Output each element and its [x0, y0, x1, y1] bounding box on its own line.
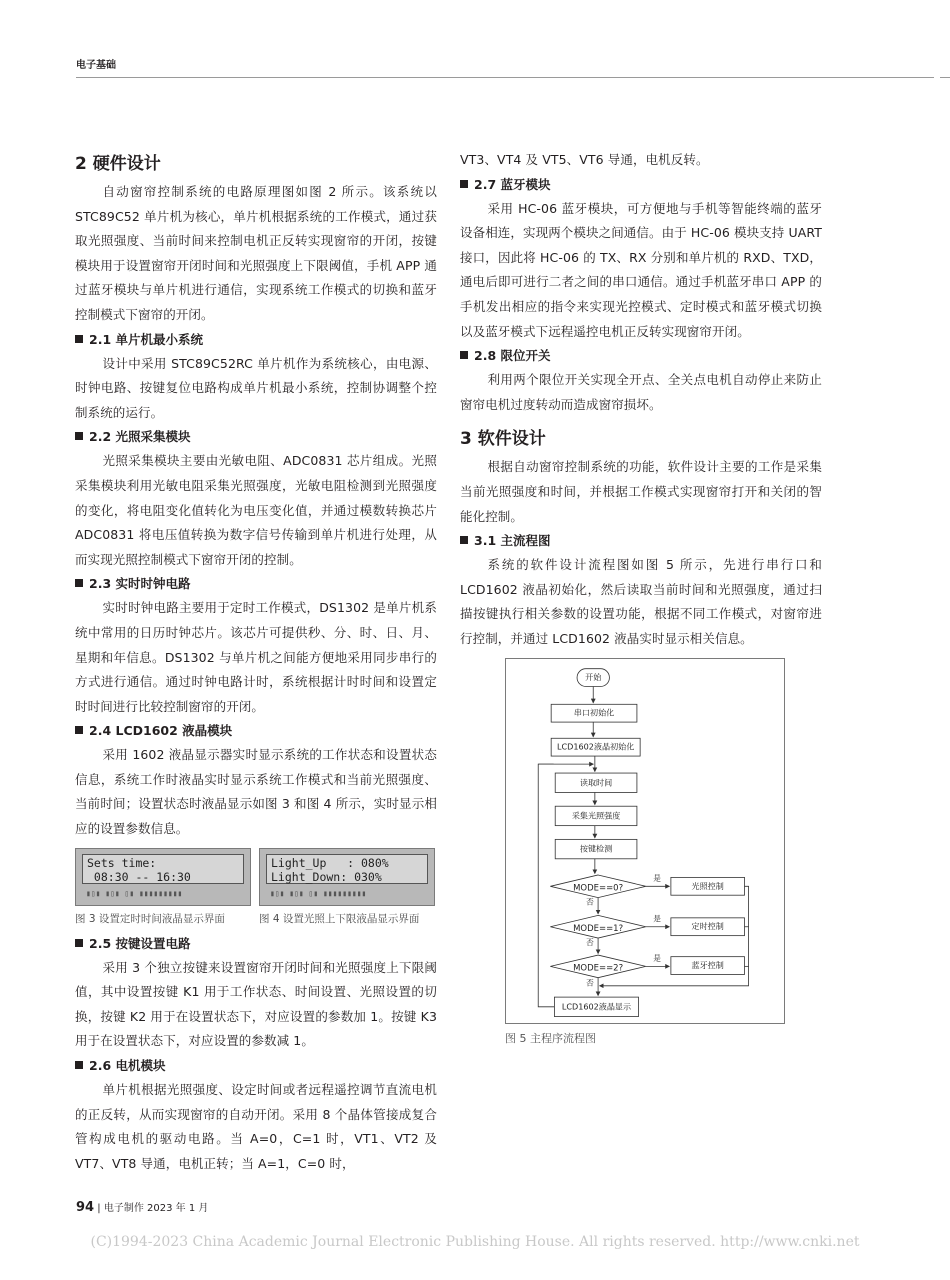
- no-label: 否: [586, 977, 594, 987]
- subsection-heading: 2.1 单片机最小系统: [75, 328, 437, 352]
- paragraph: 采用 1602 液晶显示器实时显示系统的工作状态和设置状态信息，系统工作时液晶实时显示系统工作模式和当前光照强度、当前时间；设置状态时液晶显示如图 3 和图 4 所示，实时显示相应的设置参数信息。: [75, 747, 437, 837]
- figure-4: [259, 848, 435, 926]
- square-bullet-icon: [75, 726, 83, 734]
- figure-caption: 图 5 主程序流程图: [505, 1031, 596, 1045]
- lcd-pin-markings: ▮▯▮ ▮▯▮ ▯▮ ▮▮▮▮▮▮▮▮▮: [270, 888, 367, 898]
- lcd-module-image: [259, 848, 435, 906]
- lcd-screen: Light_Up : 080% Light_Down: 030%: [266, 854, 428, 884]
- footer-separator: |: [97, 1203, 104, 1214]
- subsection-heading: 2.4 LCD1602 液晶模块: [75, 719, 437, 743]
- no-label: 否: [586, 896, 594, 906]
- no-label: 否: [586, 937, 594, 947]
- paragraph: 采用 HC-06 蓝牙模块，可方便地与手机等智能终端的蓝牙设备相连，实现两个模块之间通信。由于 HC-06 模块支持 UART 接口，因此将 HC-06 的 TX、RX 分别和单片机的 RXD、TXD，通电后即可进行二者之间的串口通信。通过手机蓝牙串口 APP 的手机发出相应的指令来实现光控模式、定时模式和蓝牙模式切换以及蓝牙模式下远程遥控电机正反转实现窗帘开闭。: [460, 200, 822, 339]
- subsection-heading: 2.7 蓝牙模块: [460, 173, 822, 197]
- yes-label: 是: [653, 953, 661, 963]
- mode2-label: MODE==2?: [573, 962, 624, 973]
- square-bullet-icon: [75, 335, 83, 343]
- paragraph: 设计中采用 STC89C52RC 单片机作为系统核心，由电源、时钟电路、按键复位电路构成单片机最小系统，控制协调整个控制系统的运行。: [75, 355, 437, 420]
- subsection-heading: 2.8 限位开关: [460, 344, 822, 368]
- square-bullet-icon: [460, 351, 468, 359]
- subsection-heading: 3.1 主流程图: [460, 529, 822, 553]
- figure-3: [75, 848, 251, 926]
- paragraph: 光照采集模块主要由光敏电阻、ADC0831 芯片组成。光照采集模块利用光敏电阻采集光照强度，光敏电阻检测到光照强度的变化，将电阻变化值转化为电压变化值，并通过模数转换芯片 ADC0831 将电压值转换为数字信号传输到单片机进行处理，从而实现光照控制模式下窗帘开闭的控制。: [75, 453, 437, 567]
- flowchart-diagram: [506, 659, 784, 1023]
- journal-issue: 电子制作 2023 年 1 月: [103, 1203, 209, 1214]
- bt-ctrl-label: 蓝牙控制: [691, 959, 724, 970]
- paragraph: 根据自动窗帘控制系统的功能，软件设计主要的工作是采集当前光照强度和时间，并根据工作模式实现窗帘打开和关闭的智能化控制。: [460, 459, 822, 524]
- lcd-module-image: [75, 848, 251, 906]
- page-number: 94: [76, 1200, 95, 1215]
- header-rule-tail: [940, 77, 950, 78]
- lcd-init-label: LCD1602液晶初始化: [557, 741, 635, 752]
- mode1-label: MODE==1?: [573, 923, 624, 934]
- journal-section-label: 电子基础: [76, 60, 116, 71]
- paragraph-continued: VT3、VT4 及 VT5、VT6 导通，电机反转。: [460, 152, 709, 167]
- paragraph: 采用 3 个独立按键来设置窗帘开闭时间和光照强度上下限阈值，其中设置按键 K1 用于工作状态、时间设置、光照设置的切换，按键 K2 用于在设置状态下，对应设置的参数加 1。按键 K3 用于在设置状态下，对应设置的参数减 1。: [75, 959, 437, 1049]
- flowchart-shapes: [538, 668, 748, 1016]
- square-bullet-icon: [460, 180, 468, 188]
- lcd-screen: Sets time: 08:30 -- 16:30: [82, 854, 244, 884]
- figure-caption: 图 4 设置光照上下限液晶显示界面: [259, 912, 420, 925]
- serial-init-label: 串口初始化: [573, 707, 615, 718]
- light-ctrl-label: 光照控制: [691, 880, 724, 891]
- yes-label: 是: [653, 913, 661, 923]
- mode0-label: MODE==0?: [573, 882, 624, 893]
- header-rule: [76, 77, 934, 78]
- subsection-heading: 2.5 按键设置电路: [75, 932, 437, 956]
- square-bullet-icon: [460, 536, 468, 544]
- subsection-heading: 2.3 实时时钟电路: [75, 572, 437, 596]
- section-heading-software: 3 软件设计: [460, 429, 546, 450]
- yes-label: 是: [653, 873, 661, 883]
- paragraph: 利用两个限位开关实现全开点、全关点电机自动停止来防止窗帘电机过度转动而造成窗帘损坏。: [460, 372, 822, 412]
- square-bullet-icon: [75, 432, 83, 440]
- paragraph: 单片机根据光照强度、设定时间或者远程遥控调节直流电机的正反转，从而实现窗帘的自动开闭。采用 8 个晶体管接成复合管构成电机的驱动电路。当 A=0，C=1 时，VT1、VT2 及 VT7、VT8 导通，电机正转；当 A=1，C=0 时，: [75, 1082, 437, 1171]
- lcd-display-label: LCD1602液晶显示: [561, 1000, 632, 1011]
- paragraph: 自动窗帘控制系统的电路原理图如图 2 所示。该系统以 STC89C52 单片机为核心，单片机根据系统的工作模式，通过获取光照强度、当前时间来控制电机正反转实现窗帘的开闭，按键模块用于设置窗帘开闭时间和光照强度上下限阈值，手机 APP 通过蓝牙模块与单片机进行通信，实现系统工作模式的切换和蓝牙控制模式下窗帘的开闭。: [75, 184, 437, 322]
- square-bullet-icon: [75, 1061, 83, 1069]
- figure-caption: 图 3 设置定时时间液晶显示界面: [75, 912, 225, 925]
- subsection-heading: 2.6 电机模块: [75, 1054, 437, 1078]
- square-bullet-icon: [75, 579, 83, 587]
- read-time-label: 读取时间: [579, 776, 613, 787]
- lcd-figures: [75, 848, 437, 926]
- lcd-pin-markings: ▮▯▮ ▮▯▮ ▯▮ ▮▮▮▮▮▮▮▮▮: [86, 888, 183, 898]
- paragraph: 实时时钟电路主要用于定时工作模式，DS1302 是单片机系统中常用的日历时钟芯片。该芯片可提供秒、分、时、日、月、星期和年信息。DS1302 与单片机之间能方便地采用同步串行的方式进行通信。通过时钟电路计时，系统根据计时时间和设置定时时间进行比较控制窗帘的开闭。: [75, 600, 437, 714]
- key-detect-label: 按键检测: [579, 843, 613, 854]
- square-bullet-icon: [75, 939, 83, 947]
- connector: [538, 764, 554, 1007]
- right-column: [460, 148, 822, 1046]
- paragraph: 系统的软件设计流程图如图 5 所示，先进行串行口和 LCD1602 液晶初始化，然后读取当前时间和光照强度，通过扫描按键执行相关参数的设置功能，根据不同工作模式，对窗帘进行控制，并通过 LCD1602 液晶实时显示相关信息。: [460, 557, 822, 646]
- section-heading-hardware: 2 硬件设计: [75, 154, 161, 174]
- subsection-heading: 2.2 光照采集模块: [75, 425, 437, 449]
- copyright-watermark: (C)1994-2023 China Academic Journal Electronic Publishing House. All rights reserved. http://www.cnki.net: [90, 1234, 860, 1250]
- collect-light-label: 采集光照强度: [571, 809, 621, 820]
- timer-ctrl-label: 定时控制: [691, 920, 724, 931]
- start-label: 开始: [585, 671, 602, 682]
- left-column: [75, 148, 437, 1176]
- flowchart-figure: [505, 658, 785, 1024]
- page-footer: [76, 1199, 208, 1215]
